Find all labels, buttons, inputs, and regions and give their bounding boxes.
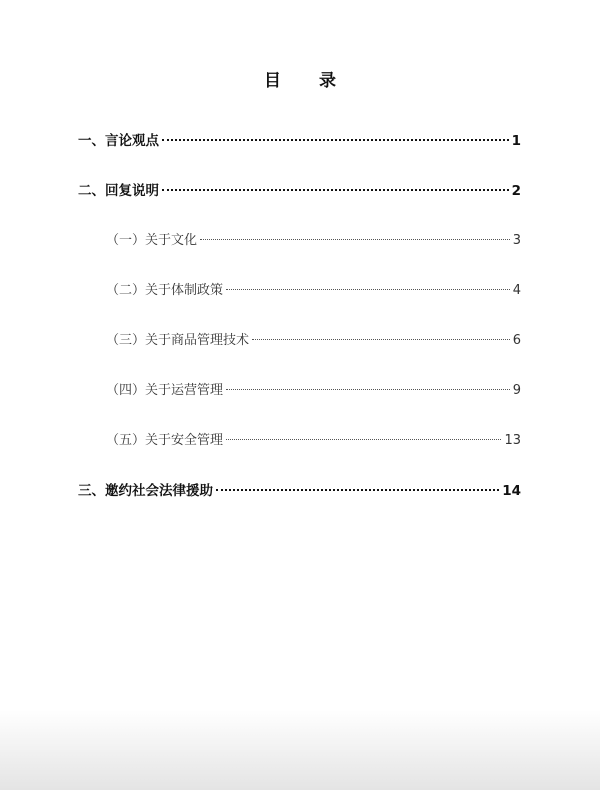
dot-leader xyxy=(200,239,510,240)
page-bottom-shadow xyxy=(0,710,600,790)
dot-leader xyxy=(226,289,510,290)
toc-entry-label: （五）关于安全管理 xyxy=(106,433,224,448)
toc-entry-operations[interactable] xyxy=(106,381,521,401)
toc-entry-label: 三、邀约社会法律援助 xyxy=(78,483,213,499)
toc-entry-page: 9 xyxy=(512,383,521,398)
toc-entry-label: （三）关于商品管理技术 xyxy=(106,333,250,348)
toc-entry-page: 3 xyxy=(512,233,521,248)
toc-title: 目 录 xyxy=(264,71,352,91)
toc-entry-legal-aid[interactable] xyxy=(78,481,521,501)
toc-entry-opinions[interactable] xyxy=(78,131,521,151)
toc-entry-label: 一、言论观点 xyxy=(78,133,159,149)
toc-entry-page: 6 xyxy=(512,333,521,348)
dot-leader xyxy=(162,189,509,191)
toc-entry-label: （一）关于文化 xyxy=(106,233,198,248)
toc-entry-page: 2 xyxy=(511,183,521,199)
dot-leader xyxy=(216,489,499,491)
dot-leader xyxy=(226,439,501,440)
toc-entry-reply[interactable] xyxy=(78,181,521,201)
dot-leader xyxy=(226,389,510,390)
toc-entry-label: （二）关于体制政策 xyxy=(106,283,224,298)
toc-entry-label: 二、回复说明 xyxy=(78,183,159,199)
toc-entry-product-tech[interactable] xyxy=(106,331,521,351)
toc-entry-label: （四）关于运营管理 xyxy=(106,383,224,398)
toc-entry-page: 14 xyxy=(502,483,521,499)
dot-leader xyxy=(162,139,509,141)
toc-entry-page: 4 xyxy=(512,283,521,298)
toc-entry-culture[interactable] xyxy=(106,231,521,251)
toc-entry-safety[interactable] xyxy=(106,431,521,451)
toc-entry-policy[interactable] xyxy=(106,281,521,301)
dot-leader xyxy=(252,339,510,340)
toc-entry-page: 1 xyxy=(511,133,521,149)
toc-entry-page: 13 xyxy=(504,433,521,448)
